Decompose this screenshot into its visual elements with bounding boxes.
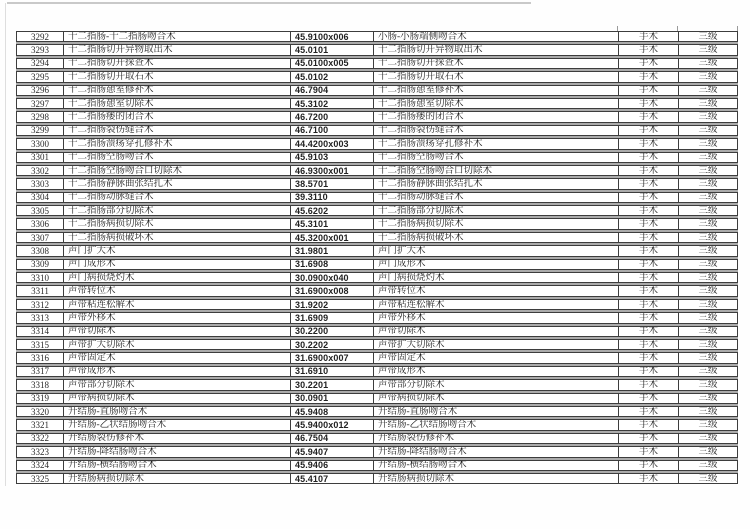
cell-name: 十二指肠切开探查术 [64,59,291,68]
cell-level: 三级 [698,125,718,136]
cell-name: 声带扩大切除术 [64,340,291,349]
cell-name: 十二指肠憩室切除术 [64,99,291,108]
cell-level: 三级 [698,165,718,176]
cell-level: 三级 [698,406,718,417]
cell-code: 30.2201 [291,380,374,389]
cell-code: 45.4107 [291,474,374,483]
cell-category: 手术 [619,434,679,443]
cell-code: 30.2202 [291,340,374,349]
cell-std_name: 升结肠-直肠吻合术 [374,407,619,416]
cell-no: 3314 [17,327,64,336]
cell-code: 45.9407 [291,447,374,456]
cell-no: 3315 [17,340,64,349]
cell-category: 手术 [619,139,679,148]
cell-code: 44.4200x003 [291,139,374,148]
cell-std_name: 升结肠-横结肠吻合术 [374,461,619,470]
cell-level: 三级 [698,286,718,296]
cell-code: 45.9103 [291,153,374,162]
cell-std_name: 十二指肠动脉缝合术 [374,193,619,202]
cell-name: 声门成形术 [64,260,291,269]
cell-category: 手术 [619,59,679,68]
cell-name: 十二指肠溃疡穿孔修补术 [64,139,291,148]
cell-name: 升结肠-直肠吻合术 [64,407,291,416]
table-row [16,192,738,203]
cell-name: 十二指肠裂伤缝合术 [64,126,291,135]
cell-no: 3302 [17,166,64,175]
cell-category: 手术 [619,45,679,54]
cell-level: 三级 [698,326,718,336]
cell-code: 30.0901 [291,394,374,403]
cell-name: 十二指肠切开异物取出术 [64,45,291,54]
cell-std_name: 声带外移术 [374,313,619,322]
cell-std_name: 十二指肠切开取石术 [374,72,619,81]
cell-category: 手术 [619,273,679,282]
table-row [16,98,738,109]
table-row [16,406,738,417]
cell-name: 升结肠病损切除术 [64,474,291,483]
table-row [16,312,738,323]
cell-category: 手术 [619,367,679,376]
cell-name: 十二指肠静脉曲张结扎术 [64,179,291,188]
cell-std_name: 十二指肠切开探查术 [374,59,619,68]
cell-category: 手术 [619,153,679,162]
cell-code: 31.9801 [291,246,374,255]
cell-code: 31.6908 [291,260,374,269]
cell-no: 3308 [17,246,64,255]
cell-category: 手术 [619,246,679,255]
cell-std_name: 十二指肠切开异物取出术 [374,45,619,54]
cell-code: 30.2200 [291,327,374,336]
cell-code: 45.0100x005 [291,59,374,68]
procedure-table [16,31,738,484]
cell-category: 手术 [619,179,679,188]
cell-code: 45.9408 [291,407,374,416]
cell-no: 3292 [17,32,64,41]
cell-std_name: 升结肠裂伤修补术 [374,434,619,443]
cell-name: 十二指肠切开取石术 [64,72,291,81]
cell-name: 升结肠裂伤修补术 [64,434,291,443]
cell-level: 三级 [698,339,718,350]
cell-no: 3305 [17,206,64,215]
cell-std_name: 十二指肠裂伤缝合术 [374,126,619,135]
cell-level: 三级 [698,192,718,203]
cell-category: 手术 [619,219,679,228]
cell-std_name: 十二指肠病损切除术 [374,219,619,228]
page-edge-top-line [7,2,531,4]
cell-name: 声带部分切除术 [64,380,291,389]
cell-std_name: 声带转位术 [374,286,619,295]
cell-category: 手术 [619,407,679,416]
cell-level: 三级 [698,246,718,256]
cell-std_name: 声门病损烧灼术 [374,273,619,282]
cell-code: 45.3102 [291,99,374,108]
cell-code: 45.0101 [291,45,374,54]
cell-category: 手术 [619,112,679,121]
cell-code: 31.9202 [291,300,374,309]
cell-code: 46.7504 [291,434,374,443]
page-edge-left-line [5,3,6,486]
cell-no: 3316 [17,353,64,362]
table-row [16,366,738,377]
cell-category: 手术 [619,193,679,202]
cell-std_name: 十二指肠空肠吻合口切除术 [374,166,619,175]
cell-no: 3296 [17,86,64,95]
cell-category: 手术 [619,72,679,81]
cell-level: 三级 [698,353,718,363]
cell-level: 三级 [698,420,718,430]
cell-code: 45.9406 [291,461,374,470]
cell-category: 手术 [619,380,679,389]
cell-category: 手术 [619,233,679,242]
cell-level: 三级 [698,179,718,189]
cell-category: 手术 [619,32,679,41]
cell-no: 3325 [17,474,64,483]
table-row [16,245,738,256]
table-row [16,272,738,283]
cell-no: 3321 [17,420,64,429]
table-row [16,393,738,404]
table-row [16,232,738,243]
cell-no: 3311 [17,286,64,295]
cell-code: 45.3101 [291,219,374,228]
cell-no: 3303 [17,179,64,188]
table-row [16,446,738,457]
cell-no: 3319 [17,394,64,403]
cell-name: 十二指肠-十二指肠吻合术 [64,32,291,41]
cell-name: 声带粘连松解术 [64,300,291,309]
cell-category: 手术 [619,86,679,95]
cell-name: 声门病损烧灼术 [64,273,291,282]
cell-no: 3320 [17,407,64,416]
cell-code: 45.6202 [291,206,374,215]
table-row [16,259,738,270]
cell-code: 45.9400x012 [291,420,374,429]
cell-code: 46.7200 [291,112,374,121]
cell-level: 三级 [698,206,718,216]
cell-name: 升结肠-乙状结肠吻合术 [64,420,291,429]
cell-level: 三级 [698,433,718,444]
cell-level: 三级 [698,112,718,122]
cell-level: 三级 [698,72,718,82]
cell-category: 手术 [619,420,679,429]
cell-std_name: 十二指肠静脉曲张结扎术 [374,179,619,188]
cell-std_name: 十二指肠部分切除术 [374,206,619,215]
table-row [16,379,738,390]
cell-std_name: 声门扩大术 [374,246,619,255]
cell-category: 手术 [619,260,679,269]
cell-name: 声带固定术 [64,353,291,362]
cell-level: 三级 [698,460,718,470]
cell-std_name: 声带部分切除术 [374,380,619,389]
cell-level: 三级 [698,98,718,109]
cell-no: 3310 [17,273,64,282]
cell-category: 手术 [619,474,679,483]
cell-code: 45.9100x006 [291,32,374,41]
cell-code: 31.6910 [291,367,374,376]
cell-name: 十二指肠部分切除术 [64,206,291,215]
cell-name: 十二指肠空肠吻合术 [64,153,291,162]
table-row [16,473,738,484]
cell-code: 46.9300x001 [291,166,374,175]
cell-std_name: 十二指肠憩室切除术 [374,99,619,108]
cell-std_name: 十二指肠瘘的闭合术 [374,112,619,121]
cell-std_name: 声带成形术 [374,367,619,376]
cell-category: 手术 [619,300,679,309]
cell-name: 十二指肠病损切除术 [64,219,291,228]
cell-name: 声带成形术 [64,367,291,376]
cell-name: 十二指肠憩室修补术 [64,86,291,95]
cell-std_name: 声带扩大切除术 [374,340,619,349]
cell-code: 31.6909 [291,313,374,322]
cell-no: 3317 [17,367,64,376]
cell-level: 三级 [698,139,718,149]
cell-std_name: 声带病损切除术 [374,394,619,403]
cell-level: 三级 [698,473,718,484]
cell-no: 3294 [17,59,64,68]
cell-level: 三级 [698,259,718,270]
cell-category: 手术 [619,353,679,362]
table-row [16,339,738,350]
cell-no: 3301 [17,153,64,162]
cell-code: 31.6900x007 [291,353,374,362]
cell-category: 手术 [619,327,679,336]
cell-category: 手术 [619,126,679,135]
cell-name: 声带转位术 [64,286,291,295]
cell-name: 升结肠-降结肠吻合术 [64,447,291,456]
table-row [16,58,738,69]
cell-name: 十二指肠空肠吻合口切除术 [64,166,291,175]
table-row [16,138,738,149]
cell-level: 三级 [698,152,718,162]
cell-level: 三级 [698,232,718,243]
cell-level: 三级 [698,45,718,55]
cell-no: 3306 [17,219,64,228]
cell-category: 手术 [619,461,679,470]
table-row [16,205,738,216]
cell-no: 3322 [17,434,64,443]
cell-name: 声带切除术 [64,327,291,336]
cell-name: 十二指肠动脉缝合术 [64,193,291,202]
cell-code: 45.0102 [291,72,374,81]
cell-category: 手术 [619,286,679,295]
cell-std_name: 小肠-小肠端侧吻合术 [374,32,619,41]
cell-level: 三级 [698,299,718,310]
cell-category: 手术 [619,394,679,403]
cell-category: 手术 [619,99,679,108]
cell-code: 45.3200x001 [291,233,374,242]
cell-no: 3300 [17,139,64,148]
cell-std_name: 升结肠-降结肠吻合术 [374,447,619,456]
cell-no: 3309 [17,260,64,269]
cell-name: 升结肠-横结肠吻合术 [64,461,291,470]
cell-no: 3318 [17,380,64,389]
cell-std_name: 声门成形术 [374,260,619,269]
cell-code: 46.7100 [291,126,374,135]
cell-no: 3324 [17,461,64,470]
table-row [16,433,738,444]
table-row [16,299,738,310]
table-row [16,111,738,122]
cell-name: 声门扩大术 [64,246,291,255]
table-row [16,31,738,42]
table-row [16,326,738,337]
cell-code: 30.0900x040 [291,273,374,282]
table-row [16,165,738,176]
table-row [16,178,738,189]
table-row [16,125,738,136]
cell-no: 3313 [17,313,64,322]
cell-std_name: 声带粘连松解术 [374,300,619,309]
cell-std_name: 十二指肠憩室修补术 [374,86,619,95]
cell-no: 3299 [17,126,64,135]
cell-level: 三级 [698,32,718,42]
cell-std_name: 十二指肠病损破坏术 [374,233,619,242]
cell-no: 3298 [17,112,64,121]
cell-no: 3312 [17,300,64,309]
cell-name: 十二指肠瘘的闭合术 [64,112,291,121]
table-row [16,71,738,82]
table-row [16,352,738,363]
cell-category: 手术 [619,206,679,215]
cell-category: 手术 [619,313,679,322]
cell-level: 三级 [698,85,718,95]
cell-no: 3297 [17,99,64,108]
cell-code: 46.7904 [291,86,374,95]
cell-code: 31.6900x008 [291,286,374,295]
cell-name: 声带病损切除术 [64,394,291,403]
cell-no: 3323 [17,447,64,456]
cell-level: 三级 [698,366,718,377]
cell-std_name: 声带切除术 [374,327,619,336]
cell-code: 38.5701 [291,179,374,188]
cell-no: 3307 [17,233,64,242]
cell-code: 39.3110 [291,193,374,202]
cell-category: 手术 [619,166,679,175]
table-row [16,85,738,96]
cell-category: 手术 [619,447,679,456]
table-row [16,152,738,163]
cell-level: 三级 [698,313,718,323]
table-row [16,419,738,430]
cell-level: 三级 [698,219,718,229]
cell-std_name: 升结肠-乙状结肠吻合术 [374,420,619,429]
cell-category: 手术 [619,340,679,349]
cell-std_name: 声带固定术 [374,353,619,362]
table-row [16,285,738,296]
cell-std_name: 十二指肠空肠吻合术 [374,153,619,162]
cell-no: 3293 [17,45,64,54]
cell-std_name: 十二指肠溃疡穿孔修补术 [374,139,619,148]
table-row [16,44,738,55]
cell-level: 三级 [698,273,718,283]
cell-name: 声带外移术 [64,313,291,322]
cell-no: 3295 [17,72,64,81]
table-row [16,218,738,229]
cell-level: 三级 [698,393,718,403]
cell-level: 三级 [698,447,718,457]
cell-std_name: 升结肠病损切除术 [374,474,619,483]
cell-level: 三级 [698,380,718,390]
table-row [16,460,738,471]
cell-level: 三级 [698,58,718,69]
cell-name: 十二指肠病损破坏术 [64,233,291,242]
cell-no: 3304 [17,193,64,202]
